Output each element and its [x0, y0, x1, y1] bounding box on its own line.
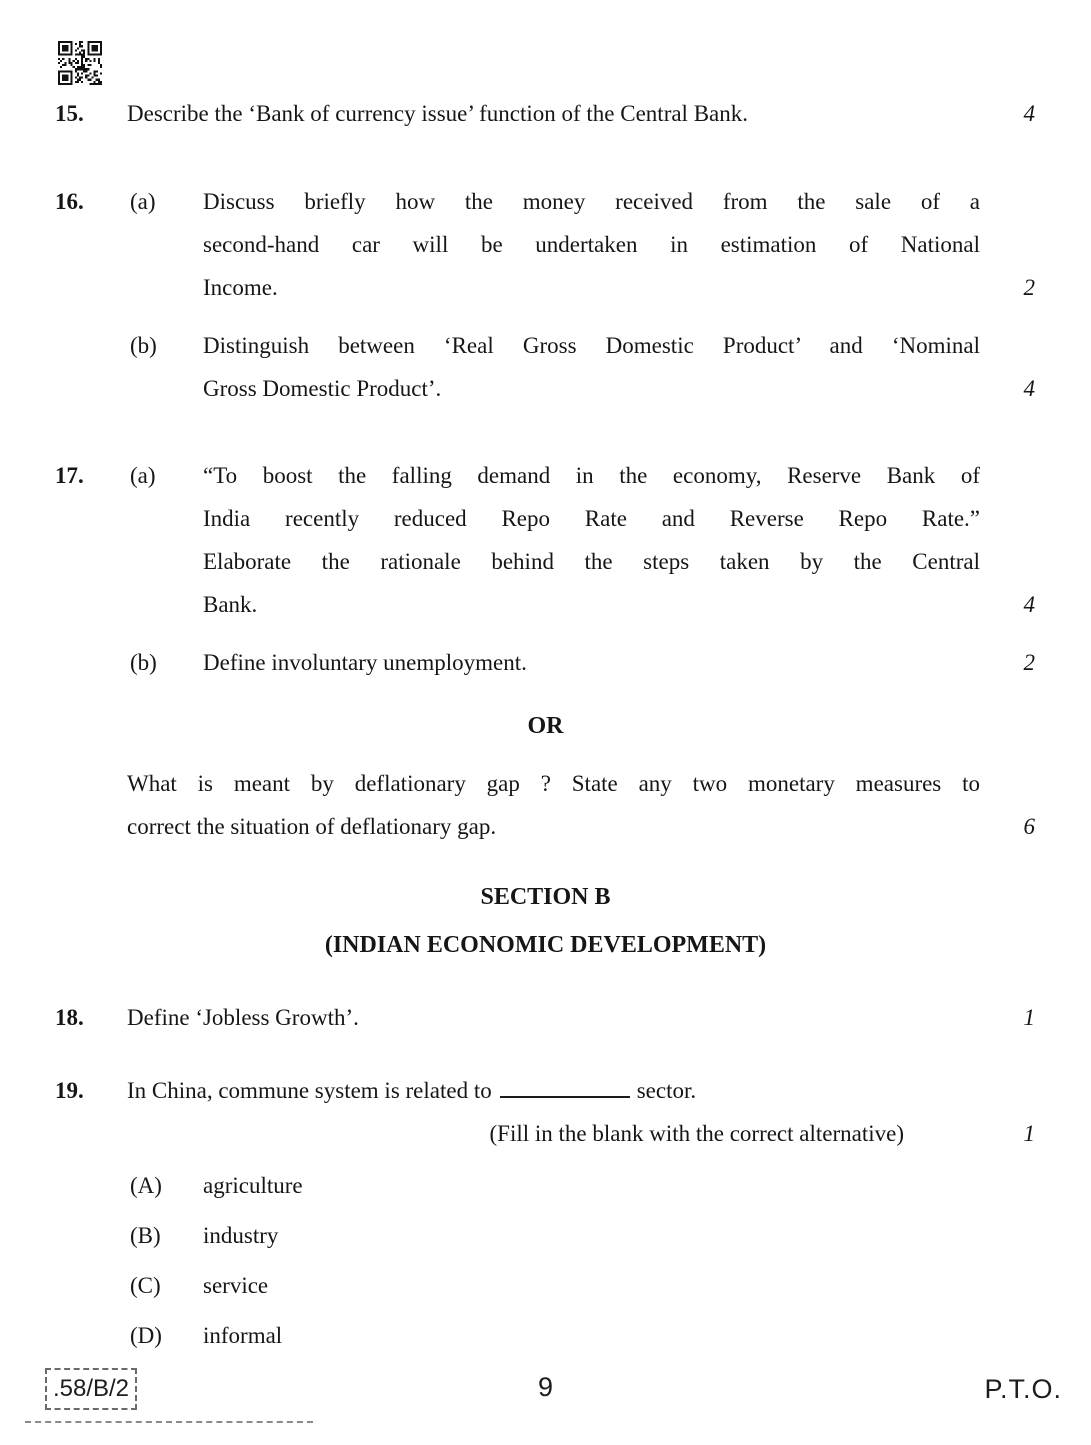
- question-text: [203, 454, 980, 626]
- marks-value: 1: [1023, 1121, 1035, 1146]
- option-a: [55, 1164, 1035, 1207]
- marks-value: 4: [1023, 101, 1035, 126]
- section-b-title: SECTION B: [480, 884, 611, 910]
- question-17a: [55, 454, 1035, 626]
- marks-value: 4: [1023, 376, 1035, 401]
- marks-value: 6: [1023, 814, 1035, 839]
- question-16b: [55, 324, 1035, 410]
- marks-value: 1: [1023, 1005, 1035, 1030]
- text-line: correct the situation of deflationary gap.: [127, 814, 497, 839]
- or-separator: OR: [527, 713, 564, 739]
- option-text: industry: [203, 1223, 279, 1248]
- section-b-subtitle: (INDIAN ECONOMIC DEVELOPMENT): [324, 932, 767, 958]
- text-line: Discuss briefly how the money received from the sale of a: [203, 189, 980, 214]
- text-line: Distinguish between ‘Real Gross Domestic Product’ and ‘Nominal: [203, 333, 980, 358]
- marks-value: 2: [1023, 275, 1035, 300]
- question-number: 17.: [55, 463, 84, 488]
- part-label: (b): [130, 650, 157, 675]
- paper-code: .58/B/2: [52, 1375, 130, 1402]
- text-line: India recently reduced Repo Rate and Reverse Repo Rate.”: [203, 506, 980, 531]
- marks-value: 2: [1023, 650, 1035, 675]
- text-after-blank: sector.: [636, 1078, 697, 1103]
- option-label: (D): [130, 1323, 162, 1348]
- fill-blank-line: [127, 1069, 980, 1112]
- part-label: (a): [130, 463, 156, 488]
- option-b: [55, 1214, 1035, 1257]
- question-number: 19.: [55, 1078, 84, 1103]
- question-text: Define involuntary unemployment.: [203, 650, 527, 675]
- fill-blank-instruction: (Fill in the blank with the correct alternative): [489, 1121, 904, 1146]
- part-label: (a): [130, 189, 156, 214]
- question-15: [55, 92, 1035, 135]
- option-text: service: [203, 1273, 269, 1298]
- text-line: What is meant by deflationary gap ? State any two monetary measures to: [127, 771, 980, 796]
- pto-label: P.T.O.: [984, 1374, 1062, 1404]
- question-text: [203, 324, 980, 410]
- question-number: 15.: [55, 101, 84, 126]
- text-line: Elaborate the rationale behind the steps taken by the Central: [203, 549, 980, 574]
- question-number: 16.: [55, 189, 84, 214]
- text-line: “To boost the falling demand in the economy, Reserve Bank of: [203, 463, 980, 488]
- question-16a: [55, 180, 1035, 309]
- text-line: Gross Domestic Product’.: [203, 376, 442, 401]
- question-19: [55, 1069, 1035, 1155]
- question-18: [55, 996, 1035, 1039]
- question-text: [127, 1069, 980, 1155]
- text-line: second-hand car will be undertaken in estimation of National: [203, 232, 980, 257]
- blank-line: [500, 1078, 630, 1098]
- text-line: Bank.: [203, 592, 258, 617]
- option-text: informal: [203, 1323, 283, 1348]
- text-line: Income.: [203, 275, 278, 300]
- option-d: [55, 1314, 1035, 1357]
- question-number: 18.: [55, 1005, 84, 1030]
- question-17-or: [55, 762, 1035, 848]
- option-label: (A): [130, 1173, 162, 1198]
- option-label: (B): [130, 1223, 161, 1248]
- question-text: [203, 180, 980, 309]
- question-text: Describe the ‘Bank of currency issue’ function of the Central Bank.: [127, 101, 748, 126]
- option-c: [55, 1264, 1035, 1307]
- marks-value: 4: [1023, 592, 1035, 617]
- option-text: agriculture: [203, 1173, 303, 1198]
- option-label: (C): [130, 1273, 161, 1298]
- text-before-blank: In China, commune system is related to: [127, 1078, 492, 1103]
- part-label: (b): [130, 333, 157, 358]
- qr-code: [58, 40, 102, 86]
- question-17b: [55, 641, 1035, 684]
- question-text: [127, 762, 980, 848]
- page-number: 9: [537, 1372, 554, 1402]
- footer-divider: [25, 1421, 313, 1423]
- question-text: Define ‘Jobless Growth’.: [127, 1005, 359, 1030]
